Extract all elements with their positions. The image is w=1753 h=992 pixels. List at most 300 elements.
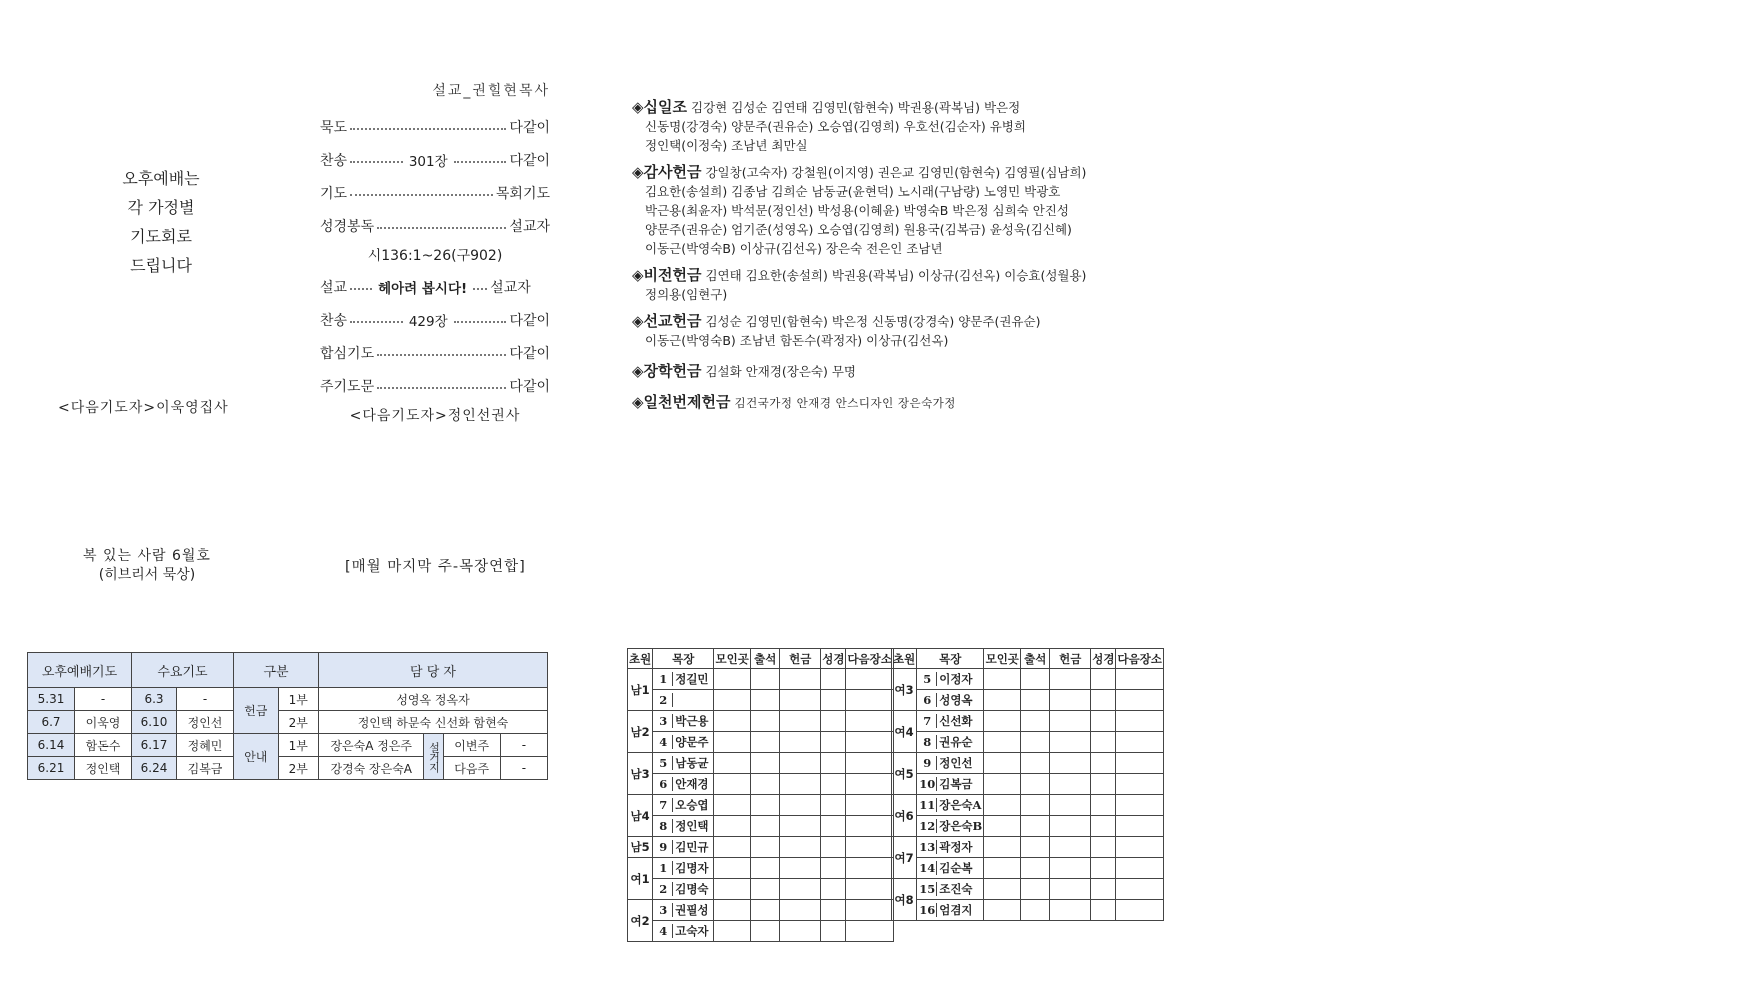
order-label: 합심기도 xyxy=(320,345,375,362)
mokjang-cell: 8 권유순 xyxy=(917,732,984,753)
blank-cell xyxy=(780,711,821,732)
blank-cell xyxy=(714,711,751,732)
table-header: 출석 xyxy=(751,649,780,669)
blank-cell xyxy=(846,795,893,816)
blank-cell xyxy=(1116,669,1163,690)
blank-cell xyxy=(846,858,893,879)
order-label: 성경봉독 xyxy=(320,218,375,235)
blank-cell xyxy=(1021,837,1050,858)
blank-cell xyxy=(821,879,846,900)
leader-dots xyxy=(377,227,506,229)
blank-cell xyxy=(1091,753,1116,774)
blank-cell xyxy=(714,690,751,711)
table-row xyxy=(892,816,1164,837)
blank-cell xyxy=(751,816,780,837)
blank-cell xyxy=(751,921,780,942)
blank-cell xyxy=(1091,900,1116,921)
table-cell: 2부 xyxy=(278,757,318,780)
leader-dots xyxy=(350,288,372,290)
scripture-reference: 시136:1~26(구902) xyxy=(367,248,503,264)
mokjang-cell: 1 김명자 xyxy=(653,858,714,879)
table-row xyxy=(628,774,894,795)
table-cell: 정인택 하문숙 신선화 함현숙 xyxy=(319,711,548,734)
order-value: 다같이 xyxy=(509,119,550,136)
offering-names: 김요한(송설희) 김종남 김희순 남동균(윤현덕) 노시래(구남량) 노영민 박광호 xyxy=(645,184,1061,199)
table-row xyxy=(628,858,894,879)
order-row xyxy=(320,369,550,402)
offering-names: 김연태 김요한(송설희) 박권용(곽복님) 이상규(김선옥) 이승효(성월용) xyxy=(705,268,1087,283)
blank-cell xyxy=(846,711,893,732)
blank-cell xyxy=(714,774,751,795)
table-row xyxy=(628,711,894,732)
table-cell: 정혜민 xyxy=(177,734,234,757)
table-row xyxy=(628,669,894,690)
order-label: 주기도문 xyxy=(320,378,375,395)
offering-title: ◈십일조 xyxy=(632,98,688,116)
table-header: 목장 xyxy=(653,649,714,669)
group-cell: 여4 xyxy=(892,711,917,753)
table-header: 모인곳 xyxy=(714,649,751,669)
order-row xyxy=(320,303,550,336)
table-header: 초원 xyxy=(892,649,917,669)
duty-table xyxy=(27,652,548,780)
blank-cell xyxy=(780,774,821,795)
group-cell: 남5 xyxy=(628,837,653,858)
blank-cell xyxy=(780,921,821,942)
mokjang-cell: 9 정인선 xyxy=(917,753,984,774)
next-prayer-leader-left: <다음기도자>이욱영집사 xyxy=(58,400,229,416)
blank-cell xyxy=(1021,816,1050,837)
table-row xyxy=(628,816,894,837)
table-header: 헌금 xyxy=(780,649,821,669)
blank-cell xyxy=(984,879,1021,900)
blank-cell xyxy=(1091,732,1116,753)
table-row xyxy=(892,900,1164,921)
table-cell: 성영옥 정옥자 xyxy=(319,688,548,711)
blank-cell xyxy=(1021,669,1050,690)
order-row xyxy=(320,110,550,143)
worship-order xyxy=(320,80,550,430)
leader-dots xyxy=(350,161,403,163)
table-row xyxy=(892,837,1164,858)
blank-cell xyxy=(714,858,751,879)
table-row xyxy=(628,900,894,921)
prayer-line: 각 가정별 xyxy=(127,198,195,217)
blank-cell xyxy=(1021,900,1050,921)
table-row xyxy=(892,879,1164,900)
offering-title: ◈일천번제헌금 xyxy=(632,393,731,411)
blank-cell xyxy=(846,690,893,711)
group-cell: 남2 xyxy=(628,711,653,753)
offering-vision xyxy=(632,266,1202,304)
order-row xyxy=(320,143,550,176)
blank-cell xyxy=(1050,732,1091,753)
blank-cell xyxy=(780,753,821,774)
blank-cell xyxy=(1091,774,1116,795)
blank-cell xyxy=(1021,774,1050,795)
table-row xyxy=(892,858,1164,879)
table-row xyxy=(892,795,1164,816)
table-header: 담 당 자 xyxy=(319,653,548,688)
table-cell: 이변주 xyxy=(443,734,500,757)
blank-cell xyxy=(984,858,1021,879)
blank-cell xyxy=(714,837,751,858)
mokjang-cell: 2 김명숙 xyxy=(653,879,714,900)
group-cell: 남3 xyxy=(628,753,653,795)
blank-cell xyxy=(1050,795,1091,816)
table-cell: 6.17 xyxy=(132,734,177,757)
table-cell: 정인택 xyxy=(75,757,132,780)
mokjang-cell: 6 안재경 xyxy=(653,774,714,795)
group-cell: 여5 xyxy=(892,753,917,795)
blank-cell xyxy=(780,858,821,879)
offering-names: 김성순 김영민(함현숙) 박은정 신동명(강경숙) 양문주(권유순) xyxy=(705,314,1041,329)
blank-cell xyxy=(751,732,780,753)
hymn-number: 301장 xyxy=(408,153,448,170)
blank-cell xyxy=(1021,732,1050,753)
mokjang-cell: 7 오승엽 xyxy=(653,795,714,816)
blank-cell xyxy=(984,669,1021,690)
blank-cell xyxy=(1050,900,1091,921)
group-cell: 남1 xyxy=(628,669,653,711)
order-value: 다같이 xyxy=(509,312,551,329)
prayer-line: 드립니다 xyxy=(130,256,192,275)
order-row xyxy=(320,336,550,369)
blank-cell xyxy=(1050,816,1091,837)
order-label: 기도 xyxy=(320,185,348,202)
blank-cell xyxy=(821,837,846,858)
blank-cell xyxy=(751,690,780,711)
blank-cell xyxy=(1091,837,1116,858)
leader-dots xyxy=(377,354,506,356)
offering-scholarship xyxy=(632,362,1202,381)
group-cell: 여8 xyxy=(892,879,917,921)
offering-title: ◈장학헌금 xyxy=(632,362,702,380)
blank-cell xyxy=(984,774,1021,795)
group-cell: 여7 xyxy=(892,837,917,879)
blank-cell xyxy=(1116,795,1163,816)
magazine-caption xyxy=(58,547,236,585)
blank-cell xyxy=(984,900,1021,921)
offering-title: ◈선교헌금 xyxy=(632,312,702,330)
blank-cell xyxy=(751,753,780,774)
table-row xyxy=(628,921,894,942)
order-label: 묵도 xyxy=(320,119,348,136)
table-row xyxy=(892,690,1164,711)
blank-cell xyxy=(846,816,893,837)
mokjang-cell: 9 김민규 xyxy=(653,837,714,858)
table-cell: 이욱영 xyxy=(75,711,132,734)
blank-cell xyxy=(751,669,780,690)
table-cell: 헌금 xyxy=(234,688,279,734)
blank-cell xyxy=(1116,753,1163,774)
blank-cell xyxy=(1091,795,1116,816)
order-value: 설교자 xyxy=(490,279,531,296)
blank-cell xyxy=(751,858,780,879)
blank-cell xyxy=(821,669,846,690)
blank-cell xyxy=(1050,837,1091,858)
blank-cell xyxy=(984,732,1021,753)
blank-cell xyxy=(1116,774,1163,795)
blank-cell xyxy=(821,774,846,795)
blank-cell xyxy=(1021,711,1050,732)
blank-cell xyxy=(1050,753,1091,774)
order-row-sermon xyxy=(320,270,550,303)
blank-cell xyxy=(1116,816,1163,837)
table-row xyxy=(28,757,548,780)
table-row xyxy=(28,688,548,711)
table-header: 성경 xyxy=(821,649,846,669)
offering-names: 양문주(권유순) 엄기준(성영옥) 오승엽(김영희) 원용국(김복금) 윤성욱(김신혜) xyxy=(645,222,1072,237)
table-header: 수요기도 xyxy=(132,653,234,688)
mokjang-cell: 16 엄겸지 xyxy=(917,900,984,921)
table-cell: 다음주 xyxy=(443,757,500,780)
table-header: 출석 xyxy=(1021,649,1050,669)
next-prayer-leader: <다음기도자>정인선권사 xyxy=(349,408,521,424)
mokjang-cell: 3 박근용 xyxy=(653,711,714,732)
group-cell: 여3 xyxy=(892,669,917,711)
blank-cell xyxy=(1021,753,1050,774)
blank-cell xyxy=(780,669,821,690)
order-row xyxy=(320,176,550,209)
order-row xyxy=(320,209,550,242)
blank-cell xyxy=(1091,858,1116,879)
blank-cell xyxy=(846,900,893,921)
leader-dots xyxy=(454,161,507,163)
table-header: 구분 xyxy=(234,653,319,688)
blank-cell xyxy=(984,753,1021,774)
mokjang-cell: 2 xyxy=(653,690,714,711)
blank-cell xyxy=(1116,858,1163,879)
offering-names: 박근용(최윤자) 박석문(정인선) 박성용(이혜윤) 박영숙B 박은정 심희숙 안진성 xyxy=(645,203,1069,218)
offering-names: 김건국가정 안재경 안스디자인 장은숙가정 xyxy=(734,396,956,410)
table-header: 헌금 xyxy=(1050,649,1091,669)
table-cell: 1부 xyxy=(278,688,318,711)
blank-cell xyxy=(846,753,893,774)
prayer-notice xyxy=(107,164,215,280)
blank-cell xyxy=(846,921,893,942)
blank-cell xyxy=(751,711,780,732)
blank-cell xyxy=(1091,816,1116,837)
table-cell: - xyxy=(500,757,547,780)
mokjang-cell: 10 김복금 xyxy=(917,774,984,795)
blank-cell xyxy=(780,732,821,753)
table-row xyxy=(628,795,894,816)
table-row xyxy=(892,774,1164,795)
blank-cell xyxy=(984,711,1021,732)
table-row xyxy=(628,837,894,858)
blank-cell xyxy=(780,900,821,921)
prayer-line: 오후예배는 xyxy=(122,169,200,188)
blank-cell xyxy=(846,732,893,753)
blank-cell xyxy=(821,921,846,942)
mokjang-cell: 11 장은숙A xyxy=(917,795,984,816)
blank-cell xyxy=(821,753,846,774)
blank-cell xyxy=(1021,795,1050,816)
mokjang-cell: 6 성영옥 xyxy=(917,690,984,711)
table-cell: 1부 xyxy=(278,734,318,757)
mokjang-cell: 15 조진숙 xyxy=(917,879,984,900)
blank-cell xyxy=(714,669,751,690)
table-header: 목장 xyxy=(917,649,984,669)
order-label: 찬송 xyxy=(320,152,348,169)
table-cell: 6.10 xyxy=(132,711,177,734)
blank-cell xyxy=(1050,690,1091,711)
mokjang-cell: 13 곽정자 xyxy=(917,837,984,858)
prayer-line: 기도회로 xyxy=(130,227,192,246)
offering-names: 이동근(박영숙B) 조남년 함돈수(곽정자) 이상규(김선옥) xyxy=(645,333,949,348)
attendance-table-left xyxy=(627,648,894,942)
mokjang-cell: 5 남동균 xyxy=(653,753,714,774)
table-cell: 5.31 xyxy=(28,688,75,711)
blank-cell xyxy=(1050,858,1091,879)
blank-cell xyxy=(714,732,751,753)
blank-cell xyxy=(714,921,751,942)
attendance-table-right xyxy=(891,648,1164,921)
table-row xyxy=(628,690,894,711)
blank-cell xyxy=(751,795,780,816)
table-row xyxy=(628,879,894,900)
leader-dots xyxy=(350,128,506,130)
table-row xyxy=(628,732,894,753)
blank-cell xyxy=(821,690,846,711)
table-header: 모인곳 xyxy=(984,649,1021,669)
blank-cell xyxy=(751,774,780,795)
blank-cell xyxy=(846,879,893,900)
table-cell: 설거지 xyxy=(424,734,443,780)
mokjang-cell: 7 신선화 xyxy=(917,711,984,732)
table-row xyxy=(892,669,1164,690)
magazine-subtitle: (히브리서 묵상) xyxy=(98,567,196,583)
blank-cell xyxy=(780,879,821,900)
leader-dots xyxy=(377,387,506,389)
blank-cell xyxy=(714,816,751,837)
blank-cell xyxy=(1091,879,1116,900)
offering-list xyxy=(632,98,1202,421)
blank-cell xyxy=(1050,669,1091,690)
blank-cell xyxy=(821,795,846,816)
offering-title: ◈감사헌금 xyxy=(632,163,702,181)
blank-cell xyxy=(1116,690,1163,711)
blank-cell xyxy=(1116,732,1163,753)
offering-ichon xyxy=(632,393,1202,413)
mokjang-cell: 14 김순복 xyxy=(917,858,984,879)
blank-cell xyxy=(984,837,1021,858)
blank-cell xyxy=(1050,879,1091,900)
mokjang-cell: 12 장은숙B xyxy=(917,816,984,837)
blank-cell xyxy=(984,816,1021,837)
blank-cell xyxy=(1091,690,1116,711)
table-header: 다음장소 xyxy=(846,649,893,669)
blank-cell xyxy=(984,795,1021,816)
blank-cell xyxy=(1116,711,1163,732)
table-header: 오후예배기도 xyxy=(28,653,132,688)
blank-cell xyxy=(780,795,821,816)
table-cell: - xyxy=(500,734,547,757)
offering-names: 정인택(이정숙) 조남년 최만실 xyxy=(645,138,808,153)
blank-cell xyxy=(821,732,846,753)
blank-cell xyxy=(1116,879,1163,900)
offering-names: 강일창(고숙자) 강철원(이지영) 권은교 김영민(함현숙) 김영필(심남희) xyxy=(705,165,1087,180)
mokjang-cell: 4 고숙자 xyxy=(653,921,714,942)
table-cell: 김복금 xyxy=(177,757,234,780)
table-row xyxy=(892,732,1164,753)
table-cell: 6.3 xyxy=(132,688,177,711)
blank-cell xyxy=(751,879,780,900)
offering-names: 김강현 김성순 김연태 김영민(함현숙) 박권용(곽복님) 박은정 xyxy=(691,100,1021,115)
mokjang-cell: 4 양문주 xyxy=(653,732,714,753)
order-value: 목회기도 xyxy=(495,185,550,202)
monthly-note: [매월 마지막 주-목장연합] xyxy=(345,559,526,575)
offering-names: 김설화 안재경(장은숙) 무명 xyxy=(705,364,857,379)
blank-cell xyxy=(714,753,751,774)
blank-cell xyxy=(1050,774,1091,795)
blank-cell xyxy=(846,669,893,690)
blank-cell xyxy=(714,795,751,816)
blank-cell xyxy=(780,690,821,711)
table-cell: 2부 xyxy=(278,711,318,734)
table-cell: 정인선 xyxy=(177,711,234,734)
blank-cell xyxy=(714,879,751,900)
blank-cell xyxy=(821,858,846,879)
blank-cell xyxy=(751,837,780,858)
table-row xyxy=(892,711,1164,732)
table-row xyxy=(892,753,1164,774)
blank-cell xyxy=(1116,900,1163,921)
mokjang-cell: 1 정길민 xyxy=(653,669,714,690)
blank-cell xyxy=(1021,690,1050,711)
blank-cell xyxy=(1091,711,1116,732)
blank-cell xyxy=(846,837,893,858)
offering-title: ◈비전헌금 xyxy=(632,266,702,284)
blank-cell xyxy=(846,774,893,795)
blank-cell xyxy=(1116,837,1163,858)
group-cell: 여2 xyxy=(628,900,653,942)
table-cell: 장은숙A 정은주 xyxy=(319,734,424,757)
table-row xyxy=(28,734,548,757)
blank-cell xyxy=(1050,711,1091,732)
offering-mission xyxy=(632,312,1202,350)
blank-cell xyxy=(751,900,780,921)
blank-cell xyxy=(780,816,821,837)
blank-cell xyxy=(1091,669,1116,690)
table-cell: 6.14 xyxy=(28,734,75,757)
leader-dots xyxy=(350,321,403,323)
mokjang-cell: 3 권필성 xyxy=(653,900,714,921)
blank-cell xyxy=(984,690,1021,711)
table-cell: 강경숙 장은숙A xyxy=(319,757,424,780)
offering-names: 신동명(강경숙) 양문주(권유순) 오승엽(김영희) 우호선(김순자) 유병희 xyxy=(645,119,1026,134)
group-cell: 여1 xyxy=(628,858,653,900)
magazine-title: 복 있는 사람 6월호 xyxy=(83,548,211,564)
table-cell: 6.24 xyxy=(132,757,177,780)
blank-cell xyxy=(714,900,751,921)
order-value: 다같이 xyxy=(509,152,551,169)
order-value: 다같이 xyxy=(509,345,550,362)
mokjang-cell: 5 이정자 xyxy=(917,669,984,690)
mokjang-cell: 8 정인택 xyxy=(653,816,714,837)
table-header: 다음장소 xyxy=(1116,649,1163,669)
blank-cell xyxy=(821,900,846,921)
leader-dots xyxy=(473,288,487,290)
table-header: 초원 xyxy=(628,649,653,669)
offering-thanks xyxy=(632,163,1202,258)
blank-cell xyxy=(1021,858,1050,879)
leader-dots xyxy=(454,321,507,323)
blank-cell xyxy=(821,816,846,837)
blank-cell xyxy=(780,837,821,858)
sermon-title: 헤아려 봅시다! xyxy=(378,280,468,297)
